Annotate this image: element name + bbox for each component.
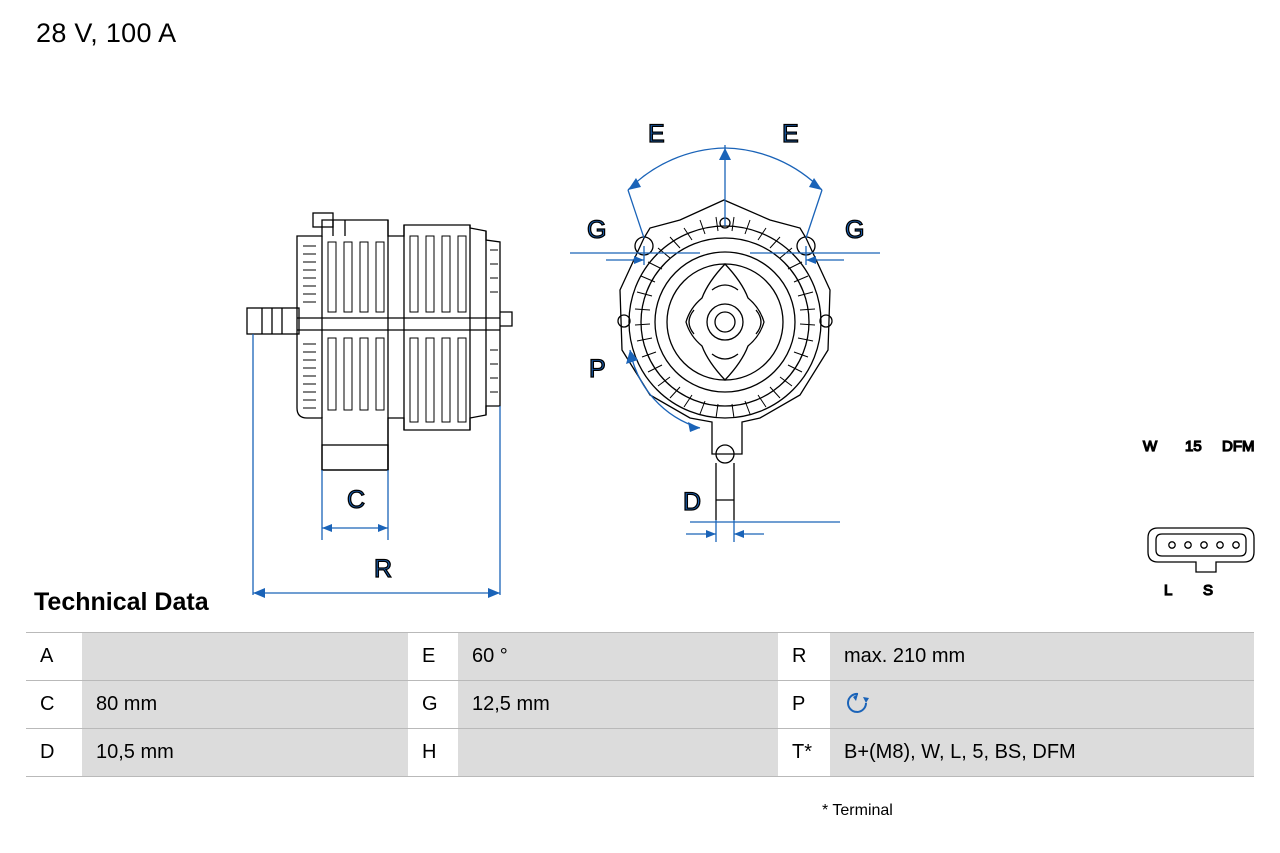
technical-data-table (26, 632, 1254, 777)
row-key-d: D (26, 729, 82, 777)
connector-label-DFM: DFM (1222, 438, 1255, 455)
row-key-a: A (26, 633, 82, 681)
row-value-r: max. 210 mm (830, 633, 1254, 681)
technical-data-heading: Technical Data (34, 588, 209, 616)
label-C: C (347, 486, 366, 514)
row-value-c: 80 mm (82, 681, 408, 729)
label-G-left: G (587, 216, 607, 244)
row-value-d: 10,5 mm (82, 729, 408, 777)
front-view-dimensions (570, 145, 880, 542)
table-row (26, 633, 1254, 681)
row-value-e: 60 ° (458, 633, 778, 681)
label-R: R (374, 555, 393, 583)
row-key-c: C (26, 681, 82, 729)
connector-label-S: S (1203, 582, 1214, 599)
row-key-t: T* (778, 729, 830, 777)
row-key-p: P (778, 681, 830, 729)
row-key-h: H (408, 729, 458, 777)
label-D: D (683, 488, 702, 516)
row-value-p (830, 681, 1254, 729)
connector-plug (1148, 528, 1254, 572)
page-title: 28 V, 100 A (36, 18, 177, 48)
label-G-right: G (845, 216, 865, 244)
connector-label-L: L (1164, 582, 1173, 599)
connector-label-15: 15 (1185, 438, 1202, 455)
table-row (26, 681, 1254, 729)
terminal-footnote: * Terminal (822, 802, 893, 819)
row-value-h (458, 729, 778, 777)
row-value-t: B+(M8), W, L, 5, BS, DFM (830, 729, 1254, 777)
label-E-left: E (648, 120, 665, 148)
label-E-right: E (782, 120, 799, 148)
connector-label-W: W (1143, 438, 1158, 455)
row-value-g: 12,5 mm (458, 681, 778, 729)
table-row (26, 729, 1254, 777)
rotation-direction-icon (844, 689, 872, 721)
technical-drawing (0, 50, 1280, 599)
row-key-e: E (408, 633, 458, 681)
alternator-side-view (247, 213, 512, 470)
row-key-g: G (408, 681, 458, 729)
row-key-r: R (778, 633, 830, 681)
row-value-a (82, 633, 408, 681)
label-P: P (589, 355, 606, 383)
alternator-front-view (618, 200, 832, 520)
